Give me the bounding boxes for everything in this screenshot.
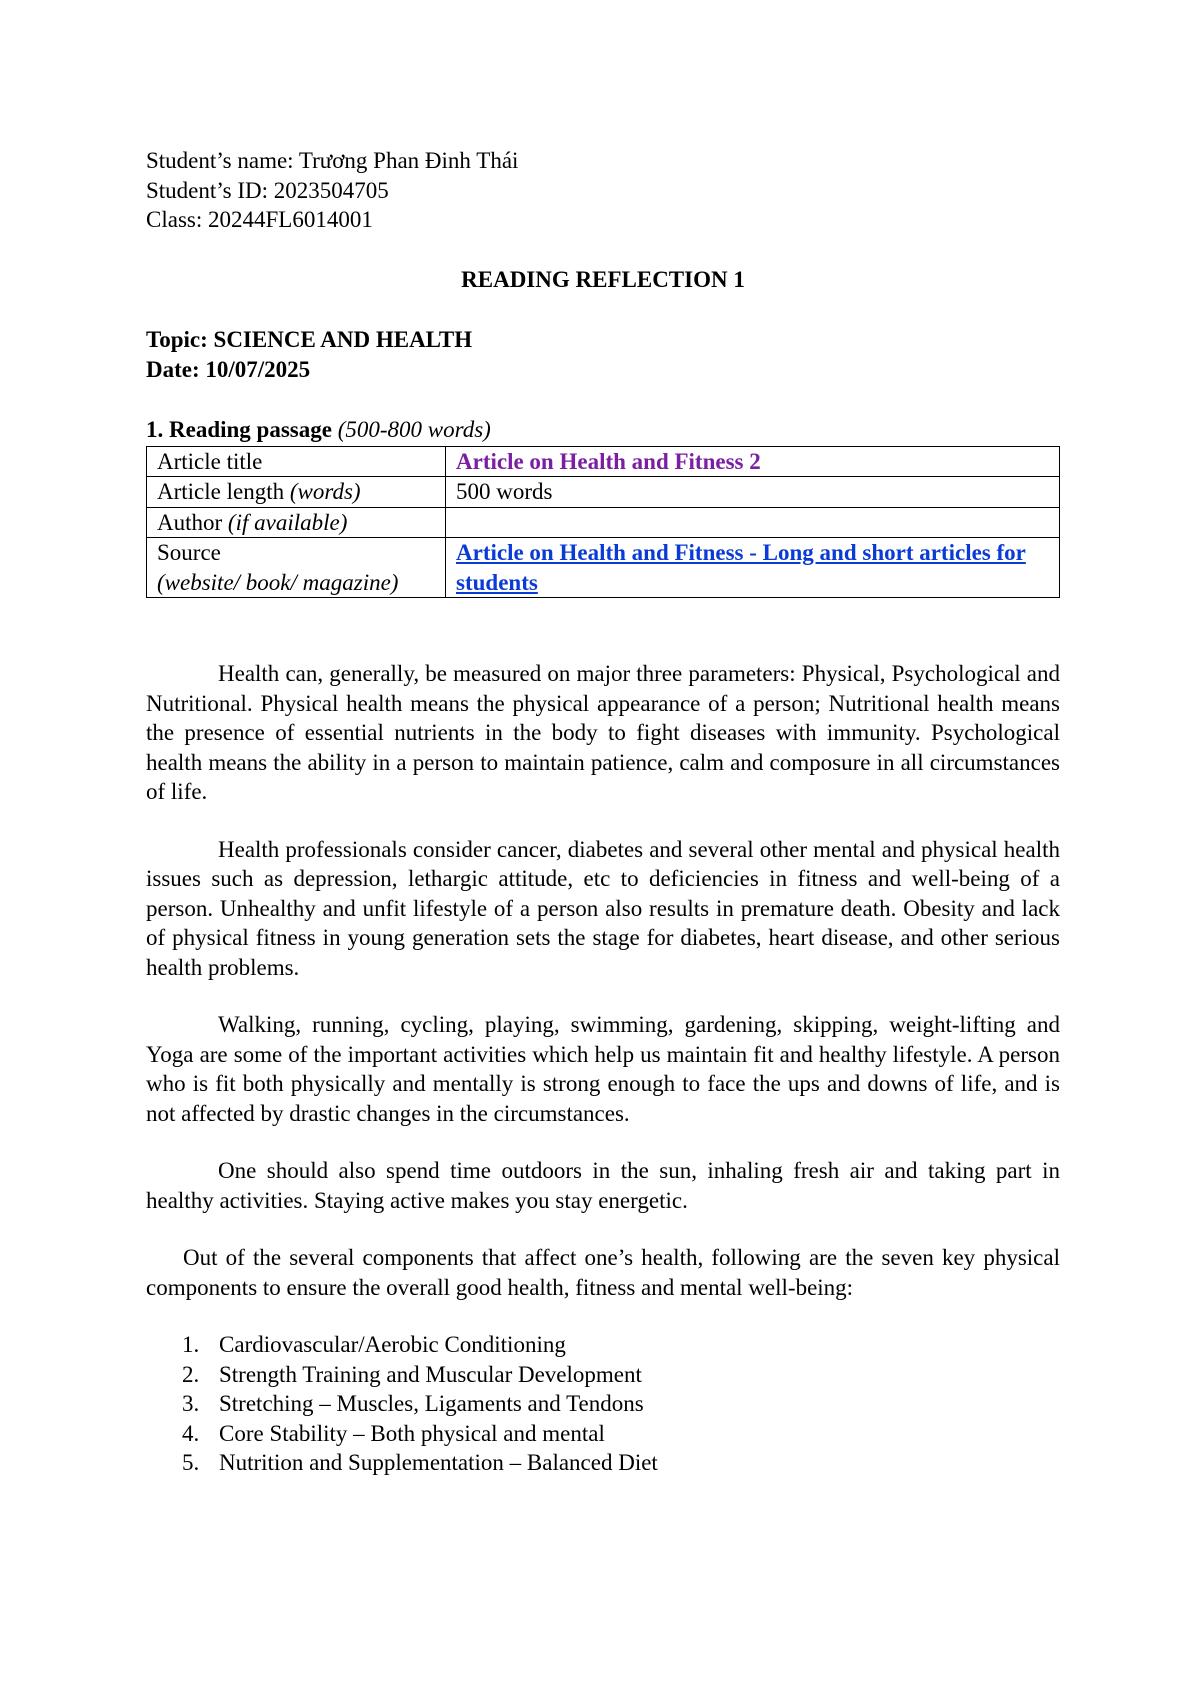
document-heading: READING REFLECTION 1 (461, 266, 745, 292)
table-row (147, 446, 1060, 477)
list-item-text: Nutrition and Supplementation – Balanced Diet (219, 1450, 658, 1475)
article-info-table (146, 446, 1060, 599)
list-item-number: 5. (182, 1450, 200, 1475)
passage-paragraph-4: One should also spend time outdoors in the sun, inhaling fresh air and taking part in healthy activities. Staying active makes you stay energetic. (146, 1158, 1060, 1213)
article-length-value: 500 words (456, 479, 553, 504)
table-row (147, 477, 1060, 508)
date-line: Date: 10/07/2025 (146, 356, 311, 382)
table-row (147, 507, 1060, 538)
table-label-cell (147, 538, 446, 598)
list-item-text: Strength Training and Muscular Development (219, 1361, 642, 1387)
row-label: Source (157, 540, 221, 565)
student-class: Class: 20244FL6014001 (146, 207, 373, 232)
list-item-text: Stretching – Muscles, Ligaments and Tendons (219, 1391, 644, 1416)
list-item (146, 1360, 1060, 1390)
table-value-cell (446, 477, 1060, 508)
passage-paragraph-2: Health professionals consider cancer, diabetes and several other mental and physical health issues such as depression, lethargic attitude, etc to deficiencies in fitness and well-being of a person. Unhealthy and unfit lifestyle of a person also results in premature death. Obesity and lack of physical fitness in young generation sets the stage for diabetes, heart disease, and other serious health problems. (146, 836, 1060, 980)
row-label: Article title (157, 448, 263, 474)
list-item-number: 4. (182, 1420, 200, 1446)
list-item-number: 1. (182, 1332, 200, 1357)
row-label-note: (words) (289, 479, 361, 504)
section-heading (146, 415, 1060, 445)
list-item-text: Core Stability – Both physical and mental (219, 1420, 605, 1446)
table-label-cell (147, 446, 446, 477)
list-item (146, 1330, 1060, 1360)
row-label-note: (if available) (227, 509, 348, 535)
list-item-number: 3. (182, 1391, 200, 1416)
list-item (146, 1419, 1060, 1449)
document-content (146, 146, 1060, 1478)
table-value-cell (446, 538, 1060, 598)
row-label-note: (website/ book/ magazine) (157, 569, 399, 595)
table-label-cell (147, 507, 446, 538)
list-item-number: 2. (182, 1361, 200, 1387)
list-item (146, 1448, 1060, 1478)
article-title-value: Article on Health and Fitness 2 (456, 448, 761, 474)
row-label: Author (157, 509, 223, 535)
table-value-cell (446, 507, 1060, 538)
section-note: (500-800 words) (337, 417, 491, 442)
table-value-cell (446, 446, 1060, 477)
list-item (146, 1389, 1060, 1419)
section-label: 1. Reading passage (146, 417, 332, 442)
source-link[interactable]: Article on Health and Fitness - Long and short articles for students (456, 540, 1026, 595)
student-name: Student’s name: Trương Phan Đinh Thái (146, 148, 519, 173)
row-label: Article length (157, 479, 285, 504)
components-list (146, 1330, 1060, 1478)
passage-paragraph-5: Out of the several components that affect one’s health, following are the seven key physical components to ensure the overall good health, fitness and mental well-being: (146, 1245, 1060, 1300)
passage-paragraph-3: Walking, running, cycling, playing, swimming, gardening, skipping, weight-lifting and Yoga are some of the important activities which help us maintain fit and healthy lifestyle. A person who is fit both physically and mentally is strong enough to face the ups and downs of life, and is not affected by drastic changes in the circumstances. (146, 1012, 1060, 1126)
student-id: Student’s ID: 2023504705 (146, 177, 389, 203)
passage-paragraph-1: Health can, generally, be measured on major three parameters: Physical, Psychological and Nutritional. Physical health means the physical appearance of a person; Nutritional health means the presence of essential nutrients in the body to fight diseases with immunity. Psychological health means the ability in a person to maintain patience, calm and composure in all circumstances of life. (146, 661, 1060, 804)
list-item-text: Cardiovascular/Aerobic Conditioning (219, 1332, 566, 1357)
table-label-cell (147, 477, 446, 508)
topic-line: Topic: SCIENCE AND HEALTH (146, 327, 473, 352)
table-row (147, 538, 1060, 598)
